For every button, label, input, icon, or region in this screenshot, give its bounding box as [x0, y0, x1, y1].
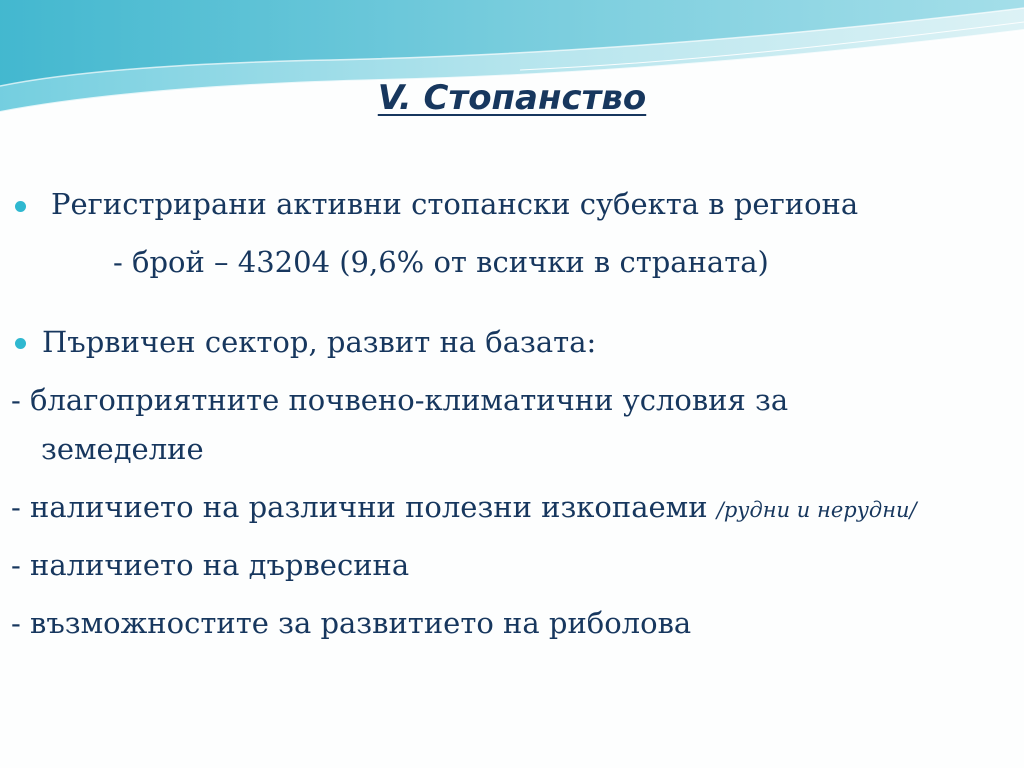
- list-item-soil-climate-cont: земеделие: [41, 432, 204, 466]
- bullet-text-registered-entities: Регистрирани активни стопански субекта в региона: [51, 187, 859, 221]
- bullet-text-primary-sector: Първичен сектор, развит на базата:: [42, 325, 597, 359]
- list-item-minerals-note: /рудни и нерудни/: [716, 498, 917, 522]
- list-item-timber: - наличието на дървесина: [11, 548, 410, 582]
- slide-title: V. Стопанство: [377, 78, 647, 118]
- list-item-minerals-text: - наличието на различни полезни изкопаеми: [11, 490, 717, 524]
- list-item-fishing: - възможностите за развитието на риболова: [11, 606, 692, 640]
- bullet-dot-icon: [15, 201, 26, 212]
- bullet-sub-count: - брой – 43204 (9,6% от всички в страната): [113, 245, 769, 279]
- bullet-dot-icon: [15, 338, 26, 349]
- list-item-soil-climate: - благоприятните почвено-климатични условия за: [11, 383, 789, 417]
- list-item-minerals: [11, 490, 917, 524]
